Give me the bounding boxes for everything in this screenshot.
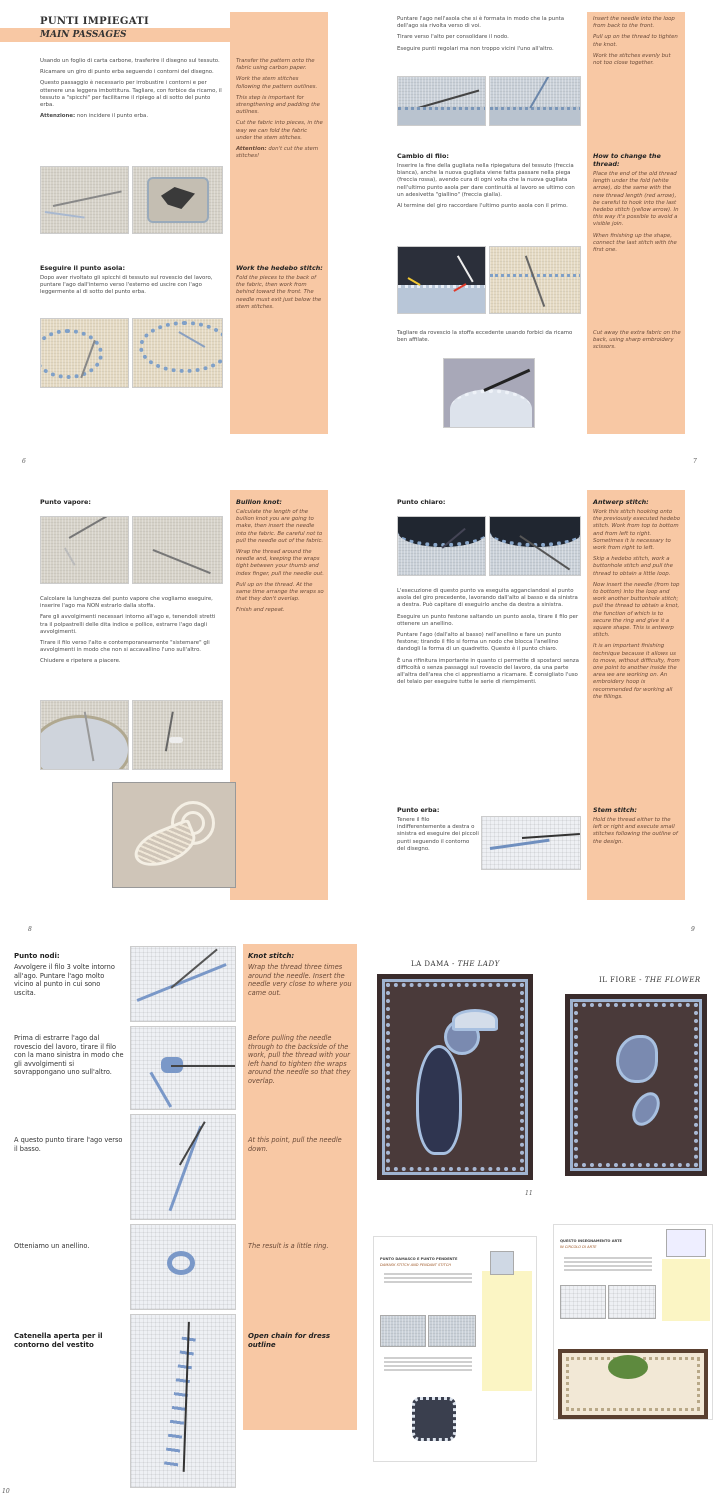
photo-change-thread-arrows	[397, 246, 486, 314]
step-1-en: Knot stitch: Wrap the thread three times around the needle. Insert the needle very close to where you came out.	[248, 952, 352, 997]
step-3-en: At this point, pull the needle down.	[248, 1136, 342, 1153]
photo-open-chain	[130, 1314, 236, 1488]
thumbnail-page-right	[553, 1224, 713, 1420]
step-2-it: Prima di estrarre l'ago dal rovescio del lavoro, tirare il filo con la mano sinistra in modo che gli avvolgimenti si sovrappongano uno sull'altro.	[14, 1034, 124, 1077]
english-text-cut: Cut away the extra fabric on the back, using sharp embroidery scissors.	[593, 330, 681, 351]
photo-bullion-2	[132, 516, 223, 584]
photo-cut-scissors	[443, 358, 535, 428]
photo-flower-embroidery	[565, 994, 707, 1176]
section-change-thread-it: Cambio di filo: Inserire la fine della gugliata nella ripiegatura del tessuto (freccia bianca), anche la nuova gugliata viene fatta passare nella piega (freccia rossa), avendo cura di ogni volta che la nuova gugliata nell'ultimo punto asola per dare continuità al lavoro se ultimo con un adesivetta "giallino" (freccia gialla). Al termine del giro raccordare l'ultimo punto asola con il primo.	[397, 152, 575, 210]
thumbnail-left-title-en: DAMASK STITCH AND PENDANT STITCH	[380, 1263, 452, 1267]
english-text-top: Insert the needle into the loop from back to the front. Pull up on the thread to tighten the knot. Work the stitches evenly but not too close together.	[593, 16, 678, 67]
photo-stem-stitch	[481, 816, 581, 870]
english-column-bg	[243, 944, 357, 1430]
photo-hedebo-1	[40, 318, 129, 388]
section-hedebo-en: Work the hedebo stitch: Fold the pieces to the back of the fabric, then work from behind toward the front. The needle must exit just below the stem stitches.	[236, 264, 323, 310]
page-number: 10	[2, 1488, 10, 1495]
italian-text-antwerp: L'esecuzione di questo punto va eseguita agganciandosi al punto asola del giro precedente, lavorando dall'alto al basso e da sinistra a destra. Può capitare di eseguirlo anche da destra a sinistra. Eseguire un punto festone saltando un punto asola, tirare il filo per ottenere un anellino. Puntare l'ago (dall'alto al basso) nell'anellino e fare un punto festone; tirando il filo si forma un nodo che blocca l'anellino dandogli la forma di un quadretto. Questo è il punto chiaro. È una rifinitura importante in quanto ci permette di spostarci senza difficoltà o senza passaggi sul rovescio del lavoro, da una parte all'altra dell'area che ci apprestiamo a ricamare. È consigliato l'uso del telaio per eseguire tutte le serie di riempimenti.	[397, 588, 579, 686]
thumbnail-left-title-it: PUNTO DAMASCO E PUNTO PENDENTE	[380, 1257, 458, 1261]
photo-bullion-4	[132, 700, 223, 770]
italian-text-top: Puntare l'ago nell'asola che si è formata in modo che la punta dell'ago sia rivolta verso di voi. Tirare verso l'alto per consolidare il nodo. Eseguire punti regolari ma non troppo vicini l'uno all'altro.	[397, 16, 565, 52]
section-bullion-en: Bullion knot: Calculate the length of the bullion knot you are going to make, then insert the needle into the fabric. Be careful not to pull the needle out of the fabric. Wrap the thread around the needle and, keeping the wraps tight between your thumb and index finger, pull the needle out. Pull up on the thread. At the same time arrange the wraps so that they don't overlap. Finish and repeat.	[236, 498, 324, 614]
section-stem-it: Punto erba: Tenere il filo indifferentemente a destra o sinistra ed eseguire dei piccoli punti seguendo il contorno del disegno.	[397, 806, 479, 852]
header-title-en: MAIN PASSAGES	[40, 30, 127, 40]
section-bullion-it: Punto vapore:	[40, 498, 91, 506]
section-hedebo-it: Eseguire il punto asola: Dopo aver rivoltato gli spicchi di tessuto sul rovescio del lavoro, puntare l'ago dall'interno verso l'esterno ed uscire con l'ago leggermente al di sotto del punto erba.	[40, 264, 213, 296]
thumbnail-right-title-it: QUESTO INSEGNAMENTO ARTE	[560, 1239, 622, 1243]
step-4-en: The result is a little ring.	[248, 1242, 329, 1250]
title-flower: IL FIORE - THE FLOWER	[599, 976, 701, 984]
photo-bullion-1	[40, 516, 129, 584]
title-lady: LA DAMA - THE LADY	[411, 960, 500, 968]
step-5-it: Catenella aperta per il contorno del vestito	[14, 1332, 103, 1349]
step-1-it: Punto nodi: Avvolgere il filo 3 volte intorno all'ago. Puntare l'ago molto vicino al punto in cui sono uscita.	[14, 952, 115, 997]
english-text-top: Transfer the pattern onto the fabric using carbon paper. Work the stem stitches following the pattern outlines. This step is important for strengthening and padding the outlines. Cut the fabric into pieces, in the way we can fold the fabric under the stem stitches. Attention: don't cut the stem stitches!	[236, 58, 323, 160]
photo-antwerp-2	[489, 516, 581, 576]
photo-knot-1	[130, 946, 236, 1022]
photo-hedebo-2	[132, 318, 223, 388]
photo-stem-stitch	[40, 166, 129, 234]
section-antwerp-it: Punto chiaro:	[397, 498, 446, 506]
step-5-en: Open chain for dress outline	[248, 1332, 331, 1349]
thumbnail-right-title-en: IN CIRCOLO DI ARTE	[560, 1245, 597, 1249]
page-6	[0, 0, 360, 470]
page-11	[361, 940, 721, 1208]
page-9	[361, 478, 721, 936]
page-number: 6	[22, 458, 26, 465]
thumbnail-pages	[361, 1212, 721, 1462]
section-antwerp-en: Antwerp stitch: Work this stitch hooking onto the previously executed hedebo stitch. Work from top to bottom and from left to right. Sometimes it is necessary to work from right to left. Skip a hedebo stitch, work a buttonhole stitch and pull the thread to obtain a little loop. Now insert the needle (from top to bottom) into the loop and work another buttonhole stitch; pull the thread to obtain a knot, the function of which is to secure the ring and give it a square shape. This is antwerp stitch. It is an important finishing technique because it allows us to move, without difficulty, from one point to another inside the area we are working on. An embroidery hoop is recommended for working all the fillings.	[593, 498, 681, 700]
page-number: 8	[28, 926, 32, 933]
photo-antwerp-1	[397, 516, 486, 576]
photo-cut-fabric	[132, 166, 223, 234]
page-7	[361, 0, 721, 470]
italian-text-top: Usando un foglio di carta carbone, trasferire il disegno sul tessuto. Ricamare un giro di punto erba seguendo i contorni del disegno. Questo passaggio è necessario per irrobustire i contorni e per ottenere una leggera imbottitura. Tagliare, con forbice da ricamo, il tessuto a "spicchi" per facilitarne il ripiego al di sotto del punto erba. Attenzione: non incidere il punto erba.	[40, 58, 222, 120]
thumbnail-page-left	[373, 1236, 537, 1462]
page-10	[0, 940, 360, 1500]
header-title-it: PUNTI IMPIEGATI	[40, 16, 149, 27]
italian-text-bullion: Calcolare la lunghezza del punto vapore che vogliamo eseguire, inserire l'ago ma NON estrarlo dalla stoffa. Fare gli avvolgimenti necessari intorno all'ago e, tenendoli stretti tra il polpastrelli delle dita indice e pollice, estrarre l'ago dagli avvolgimenti. Tirare il filo verso l'alto e contemporaneamente "sistemare" gli avvolgimenti in modo che non si accavallino l'uno sull'altro. Chiudere e ripetere a piacere.	[40, 596, 216, 665]
page-number: 7	[693, 458, 697, 465]
photo-knot-2	[130, 1026, 236, 1110]
photo-lady-embroidery	[377, 974, 533, 1180]
section-stem-en: Stem stitch: Hold the thread either to the left or right and execute small stitches following the outline of the design.	[593, 806, 678, 845]
photo-snail-embroidery	[112, 782, 236, 888]
photo-needle-loop-2	[489, 76, 581, 126]
step-3-it: A questo punto tirare l'ago verso il basso.	[14, 1136, 123, 1153]
page-number: 9	[691, 926, 695, 933]
photo-needle-loop-1	[397, 76, 486, 126]
photo-bullion-3	[40, 700, 129, 770]
italian-text-cut: Tagliare da rovescio la stoffa eccedente usando forbici da ricamo ben affilate.	[397, 330, 573, 344]
photo-knot-3	[130, 1114, 236, 1220]
page-8	[0, 478, 360, 936]
section-change-thread-en: How to change the thread: Place the end of the old thread length under the fold (white arrow), do the same with the new thread length (red arrow), be careful to hook into the last hedebo stitch (yellow arrow). In this way it's possible to avoid a visible join. When finishing up the shape, connect the last stitch with the first one.	[593, 152, 679, 254]
photo-join-stitches	[489, 246, 581, 314]
step-4-it: Otteniamo un anellino.	[14, 1242, 90, 1250]
page-number: 11	[525, 1190, 533, 1197]
step-2-en: Before pulling the needle through to the backside of the work, pull the thread with your left hand to tighten the wraps around the needle so that they overlap.	[248, 1034, 351, 1085]
photo-knot-4	[130, 1224, 236, 1310]
